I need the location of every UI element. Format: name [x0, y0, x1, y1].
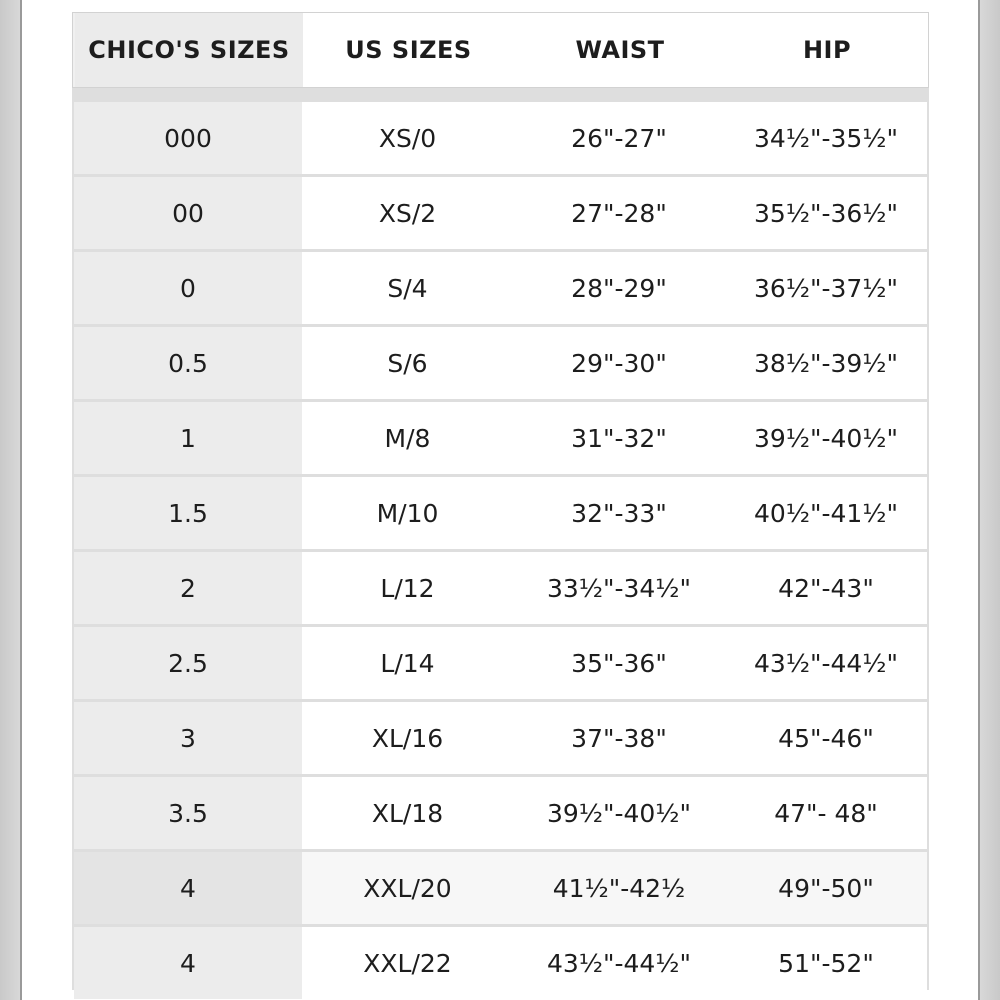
waist-cell: 31"-32" — [513, 402, 725, 474]
chicos-size-cell: 3 — [74, 702, 302, 774]
waist-cell: 43½"-44½" — [513, 927, 725, 999]
header-chicos-sizes: CHICO'S SIZES — [75, 13, 303, 87]
chicos-size-cell: 2.5 — [74, 627, 302, 699]
chicos-size-cell: 1 — [74, 402, 302, 474]
hip-cell: 42"-43" — [725, 552, 927, 624]
table-row — [72, 252, 929, 324]
us-size-cell: XXL/20 — [302, 852, 513, 924]
table-row — [72, 327, 929, 399]
us-size-cell: S/4 — [302, 252, 513, 324]
us-size-cell: XL/18 — [302, 777, 513, 849]
header-us-sizes: US SIZES — [303, 13, 514, 87]
waist-cell: 29"-30" — [513, 327, 725, 399]
header-waist: WAIST — [514, 13, 726, 87]
hip-cell: 35½"-36½" — [725, 177, 927, 249]
hip-cell: 38½"-39½" — [725, 327, 927, 399]
us-size-cell: S/6 — [302, 327, 513, 399]
waist-cell: 39½"-40½" — [513, 777, 725, 849]
hip-cell: 51"-52" — [725, 927, 927, 999]
table-row — [72, 852, 929, 924]
header-hip: HIP — [726, 13, 928, 87]
chicos-size-cell: 3.5 — [74, 777, 302, 849]
chicos-size-cell: 2 — [74, 552, 302, 624]
hip-cell: 36½"-37½" — [725, 252, 927, 324]
chicos-size-cell: 000 — [74, 102, 302, 174]
table-row — [72, 777, 929, 849]
chicos-size-cell: 00 — [74, 177, 302, 249]
waist-cell: 35"-36" — [513, 627, 725, 699]
waist-cell: 28"-29" — [513, 252, 725, 324]
hip-cell: 34½"-35½" — [725, 102, 927, 174]
waist-cell: 32"-33" — [513, 477, 725, 549]
table-row — [72, 402, 929, 474]
table-row — [72, 177, 929, 249]
waist-cell: 33½"-34½" — [513, 552, 725, 624]
us-size-cell: L/12 — [302, 552, 513, 624]
us-size-cell: XS/0 — [302, 102, 513, 174]
table-row — [72, 102, 929, 174]
hip-cell: 40½"-41½" — [725, 477, 927, 549]
us-size-cell: L/14 — [302, 627, 513, 699]
chicos-size-cell: 0 — [74, 252, 302, 324]
size-chart-table — [72, 12, 929, 990]
chicos-size-cell: 1.5 — [74, 477, 302, 549]
table-row — [72, 702, 929, 774]
table-header-row — [72, 12, 929, 88]
table-row — [72, 627, 929, 699]
chicos-size-cell: 0.5 — [74, 327, 302, 399]
table-row — [72, 927, 929, 999]
chicos-size-cell: 4 — [74, 852, 302, 924]
waist-cell: 41½"-42½ — [513, 852, 725, 924]
us-size-cell: XS/2 — [302, 177, 513, 249]
us-size-cell: M/8 — [302, 402, 513, 474]
right-frame-border — [978, 0, 1000, 1000]
waist-cell: 37"-38" — [513, 702, 725, 774]
waist-cell: 27"-28" — [513, 177, 725, 249]
hip-cell: 45"-46" — [725, 702, 927, 774]
us-size-cell: XL/16 — [302, 702, 513, 774]
us-size-cell: M/10 — [302, 477, 513, 549]
us-size-cell: XXL/22 — [302, 927, 513, 999]
hip-cell: 47"- 48" — [725, 777, 927, 849]
table-row — [72, 552, 929, 624]
left-frame-border — [0, 0, 22, 1000]
waist-cell: 26"-27" — [513, 102, 725, 174]
chicos-size-cell: 4 — [74, 927, 302, 999]
hip-cell: 39½"-40½" — [725, 402, 927, 474]
hip-cell: 49"-50" — [725, 852, 927, 924]
table-row — [72, 477, 929, 549]
hip-cell: 43½"-44½" — [725, 627, 927, 699]
